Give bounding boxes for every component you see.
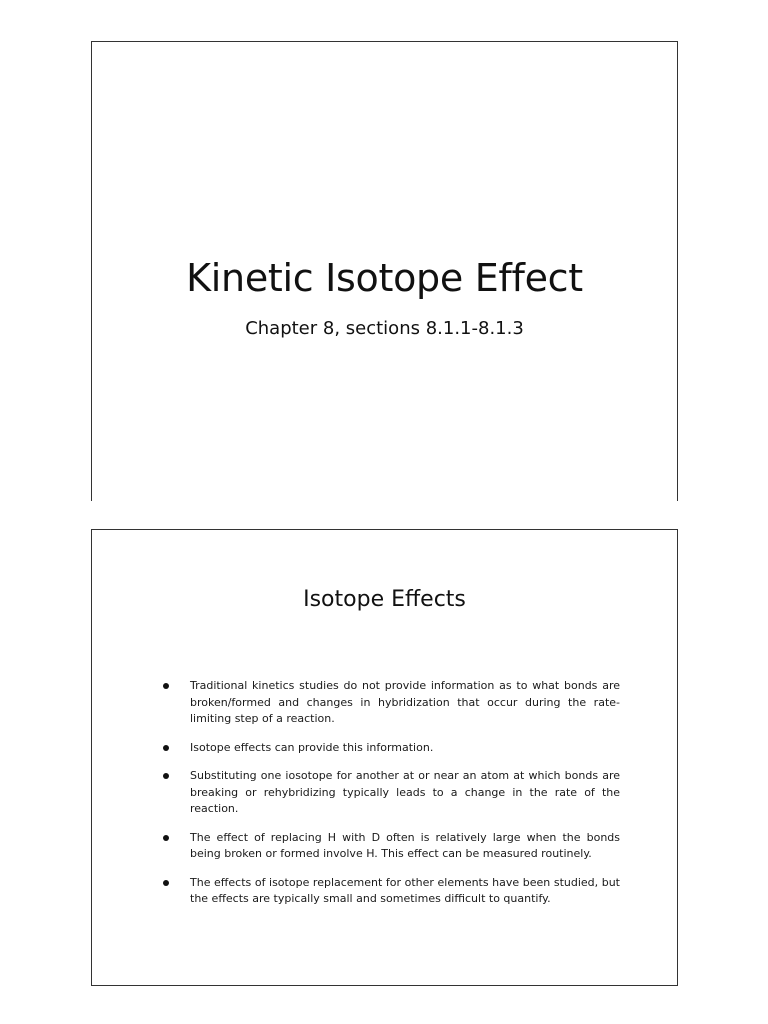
- slide-title-heading: Kinetic Isotope Effect: [186, 256, 583, 300]
- bullet-item: [156, 678, 620, 728]
- bullet-text: Isotope effects can provide this information.: [190, 740, 434, 754]
- bullet-icon: [163, 683, 169, 689]
- bullet-icon: [163, 835, 169, 841]
- bullet-item: [156, 740, 620, 757]
- bullet-item: [156, 830, 620, 863]
- bullet-item: [156, 768, 620, 818]
- bullet-text: The effect of replacing H with D often is relatively large when the bonds being broken or formed involve H. This effect can be measured routinely.: [190, 830, 620, 860]
- bullet-icon: [163, 745, 169, 751]
- bullet-item: [156, 875, 620, 908]
- slide-isotope-effects: [91, 529, 678, 986]
- bullet-list: [156, 678, 620, 920]
- slide-subtitle: Chapter 8, sections 8.1.1-8.1.3: [245, 318, 524, 339]
- bullet-icon: [163, 773, 169, 779]
- bullet-text: The effects of isotope replacement for other elements have been studied, but the effects are typically small and sometimes difficult to quantify.: [190, 875, 620, 905]
- bullet-text: Substituting one iosotope for another at or near an atom at which bonds are breaking or rehybridizing typically leads to a change in the rate of the reaction.: [190, 769, 620, 815]
- slide-heading: Isotope Effects: [303, 587, 466, 612]
- bullet-text: Traditional kinetics studies do not provide information as to what bonds are broken/formed and changes in hybridization that occur during the rate-limiting step of a reaction.: [190, 679, 620, 725]
- bullet-icon: [163, 880, 169, 886]
- slide-title: [91, 41, 678, 501]
